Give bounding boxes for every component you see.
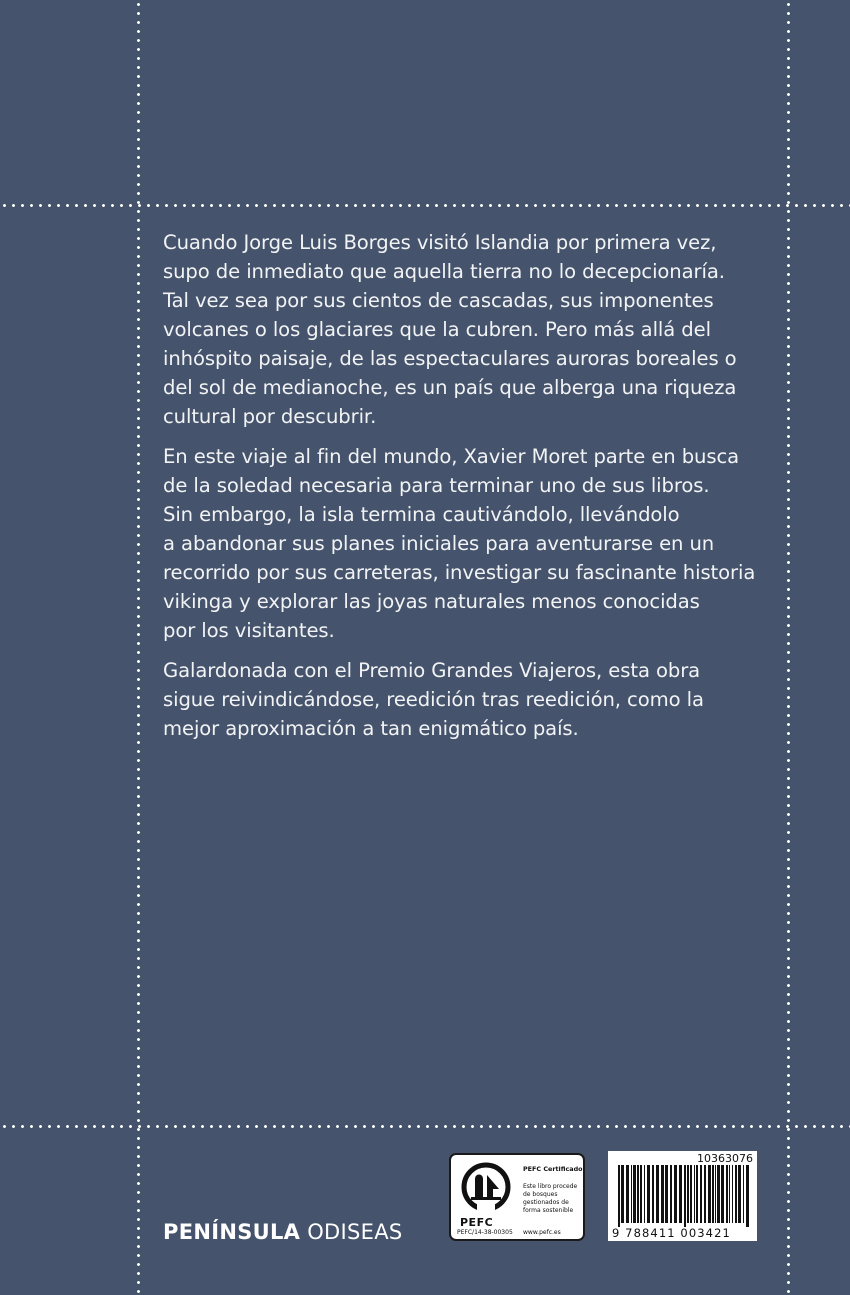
blurb-paragraph-2: En este viaje al fin del mundo, Xavier Moret parte en busca de la soledad necesaria para terminar uno de sus libros. Sin embargo, la isla termina cautivándolo, llevándolo a abandonar sus planes iniciales para aventurarse en un recorrido por sus carreteras, investigar su fascinante historia vikinga y explorar las joyas naturales menos conocidas por los visitantes.	[163, 445, 756, 642]
barcode-bar	[631, 1165, 632, 1223]
barcode-bar	[644, 1165, 645, 1223]
barcode-bar	[684, 1165, 686, 1227]
barcode-bar	[637, 1165, 639, 1223]
pefc-code: PEFC/14-38-00305	[457, 1229, 513, 1236]
barcode-bar	[732, 1165, 733, 1223]
back-cover-blurb	[163, 228, 763, 754]
barcode-bar	[656, 1165, 659, 1223]
dotted-guide-left	[137, 0, 140, 1295]
barcode-bar	[621, 1165, 624, 1223]
barcode-bar	[717, 1165, 720, 1223]
barcode-bar	[729, 1165, 730, 1223]
barcode-bar	[626, 1165, 629, 1223]
barcode-bar	[712, 1165, 714, 1223]
barcode-bar	[746, 1165, 749, 1227]
barcode-bar	[647, 1165, 650, 1223]
barcode-bar	[674, 1165, 677, 1223]
internal-code: 10363076	[697, 1152, 753, 1165]
blurb-paragraph-1: Cuando Jorge Luis Borges visitó Islandia por primera vez, supo de inmediato que aquella tierra no lo decepcionaría. Tal vez sea por sus cientos de cascadas, sus imponentes volcanes o los glaciares que la cubren. Pero más allá del inhóspito paisaje, de las espectaculares auroras boreales o del sol de medianoche, es un país que alberga una riqueza cultural por descubrir.	[163, 231, 737, 428]
barcode-bar	[687, 1165, 689, 1223]
isbn-digits: 9 788411 003421	[612, 1226, 731, 1240]
dotted-guide-top	[0, 204, 850, 207]
barcode-bar	[690, 1165, 692, 1223]
publisher-logo	[163, 1220, 403, 1244]
barcode-bar	[679, 1165, 682, 1223]
barcode-bar	[738, 1165, 741, 1223]
isbn-barcode	[608, 1151, 757, 1241]
publisher-brand: PENÍNSULA	[163, 1220, 301, 1244]
dotted-guide-bottom	[0, 1125, 850, 1128]
pefc-tree-icon	[457, 1161, 515, 1223]
barcode-bar	[665, 1165, 668, 1223]
barcode-bar	[694, 1165, 695, 1223]
pefc-description: Este libro procede de bosques gestionados de forma sostenible	[523, 1183, 578, 1214]
publisher-series: ODISEAS	[307, 1220, 403, 1244]
barcode-bar	[735, 1165, 737, 1223]
barcode-bar	[700, 1165, 702, 1223]
barcode-bar	[661, 1165, 664, 1223]
pefc-title: PEFC Certificado	[523, 1165, 583, 1173]
barcode-bar	[726, 1165, 728, 1223]
barcode-bar	[721, 1165, 724, 1223]
barcode-bar	[704, 1165, 706, 1223]
barcode-bar	[715, 1165, 716, 1223]
barcode-bar	[633, 1165, 636, 1223]
barcode-bar	[618, 1165, 620, 1227]
pefc-certification-badge	[449, 1153, 585, 1241]
blurb-paragraph-3: Galardonada con el Premio Grandes Viajeros, esta obra sigue reivindicándose, reedición tras reedición, como la mejor aproximación a tan enigmático país.	[163, 659, 704, 740]
barcode-bar	[670, 1165, 672, 1223]
barcode-bar	[708, 1165, 711, 1223]
barcode-bar	[652, 1165, 654, 1223]
barcode-bar	[696, 1165, 698, 1223]
pefc-logo-text: PEFC	[460, 1216, 494, 1229]
dotted-guide-right	[787, 0, 790, 1295]
barcode-bar	[743, 1165, 744, 1223]
barcode-bar	[640, 1165, 642, 1223]
pefc-url: www.pefc.es	[523, 1229, 561, 1236]
